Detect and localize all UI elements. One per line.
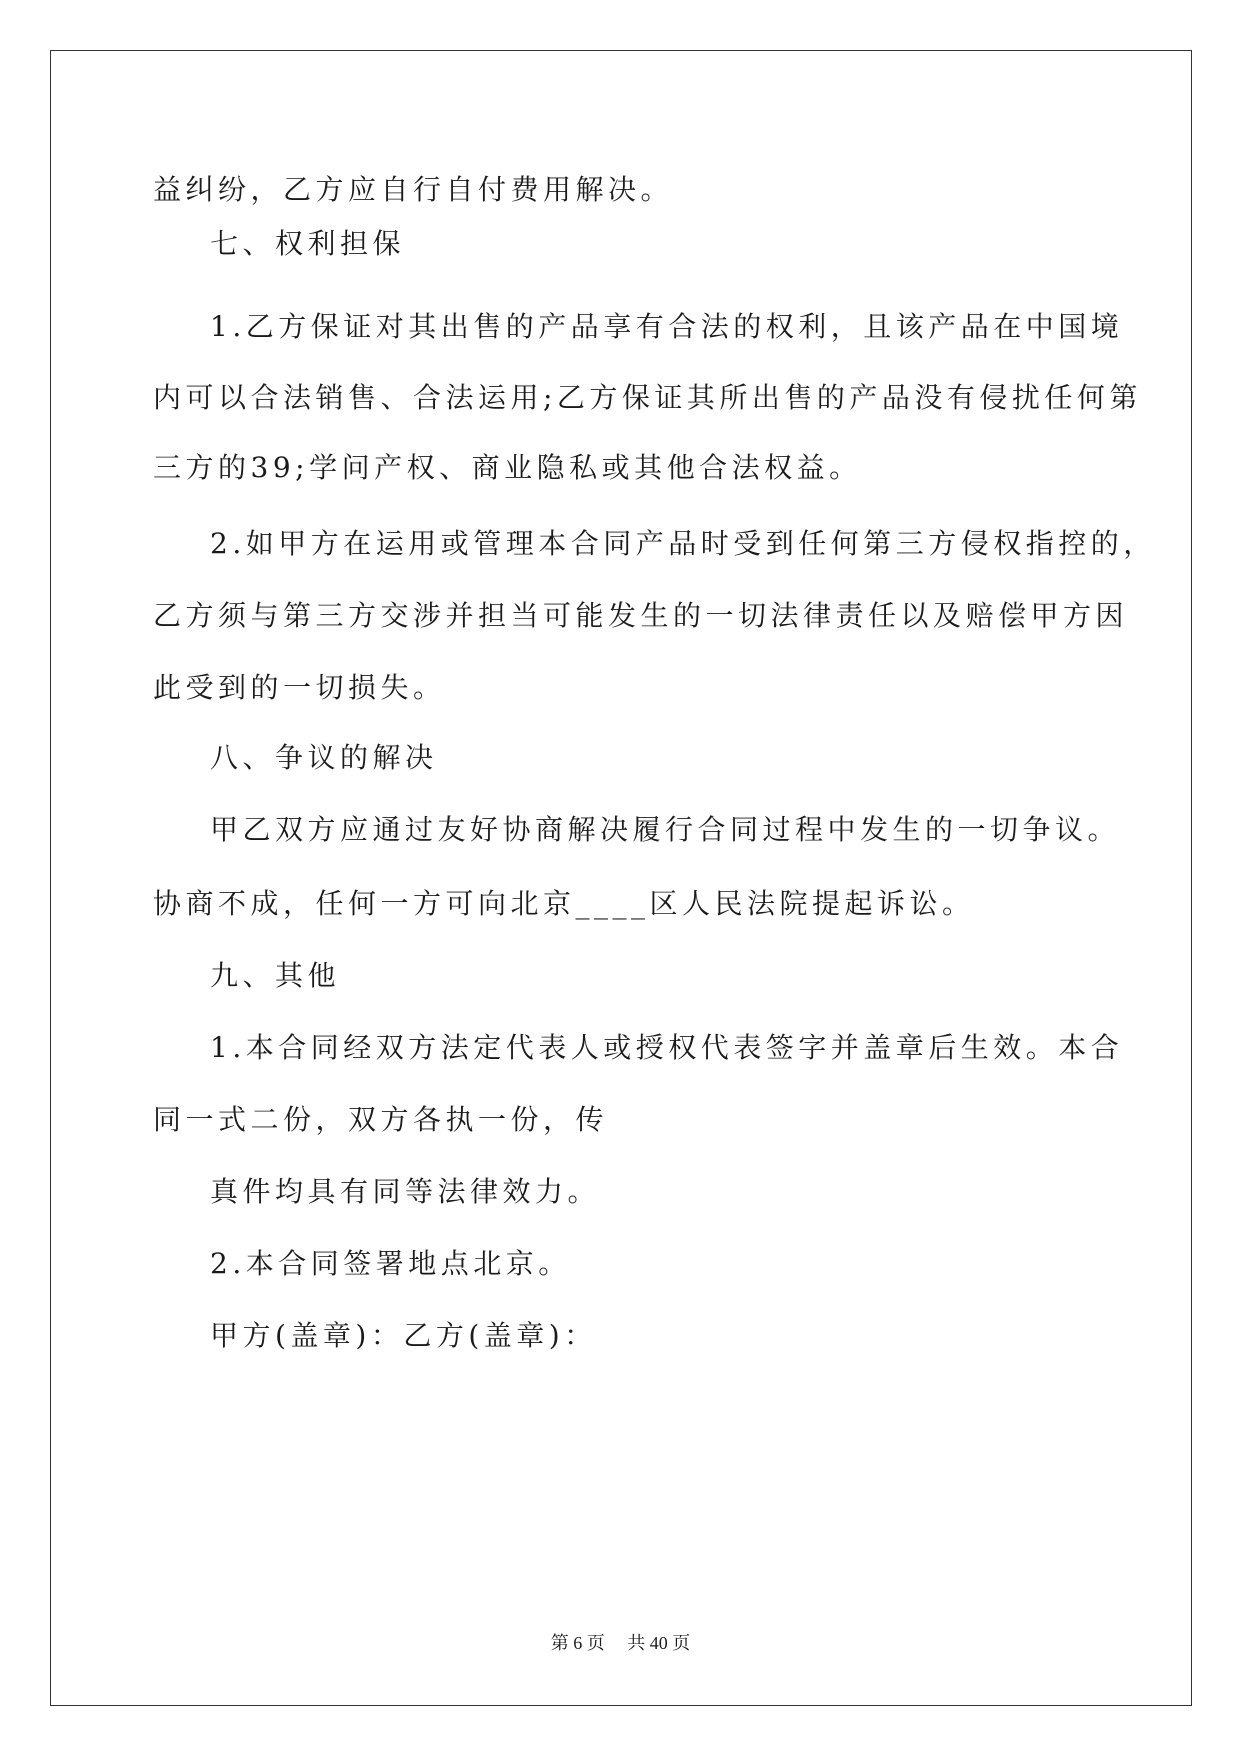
- section-heading: 七、权利担保: [210, 227, 406, 260]
- text-line: 协商不成，任何一方可向北京____区人民法院提起诉讼。: [153, 887, 975, 920]
- signature-line: 甲方(盖章)：乙方(盖章)：: [210, 1319, 597, 1352]
- page-footer: [0, 1629, 1241, 1655]
- text-line: 益纠纷，乙方应自行自付费用解决。: [153, 173, 674, 206]
- text-line: 1.乙方保证对其出售的产品享有合法的权利，且该产品在中国境: [210, 310, 1124, 343]
- text-line: 真件均具有同等法律效力。: [210, 1175, 601, 1208]
- text-line: 内可以合法销售、合法运用;乙方保证其所出售的产品没有侵扰任何第: [153, 381, 1142, 414]
- page-number: 第 6 页 共 40 页: [550, 1633, 691, 1653]
- text-line: 甲乙双方应通过友好协商解决履行合同过程中发生的一切争议。: [210, 813, 1121, 846]
- text-line: 2.如甲方在运用或管理本合同产品时受到任何第三方侵权指控的，: [210, 527, 1156, 560]
- text-line: 同一式二份，双方各执一份，传: [153, 1103, 609, 1136]
- section-heading: 八、争议的解决: [210, 741, 438, 774]
- text-line: 三方的39;学问产权、商业隐私或其他合法权益。: [153, 451, 862, 484]
- text-line: 此受到的一切损失。: [153, 671, 446, 704]
- section-heading: 九、其他: [210, 959, 341, 992]
- page-border: [50, 50, 1192, 1706]
- text-line: 乙方须与第三方交涉并担当可能发生的一切法律责任以及赔偿甲方因: [153, 599, 1129, 632]
- text-line: 1.本合同经双方法定代表人或授权代表签字并盖章后生效。本合: [210, 1031, 1124, 1064]
- text-line: 2.本合同签署地点北京。: [210, 1247, 571, 1280]
